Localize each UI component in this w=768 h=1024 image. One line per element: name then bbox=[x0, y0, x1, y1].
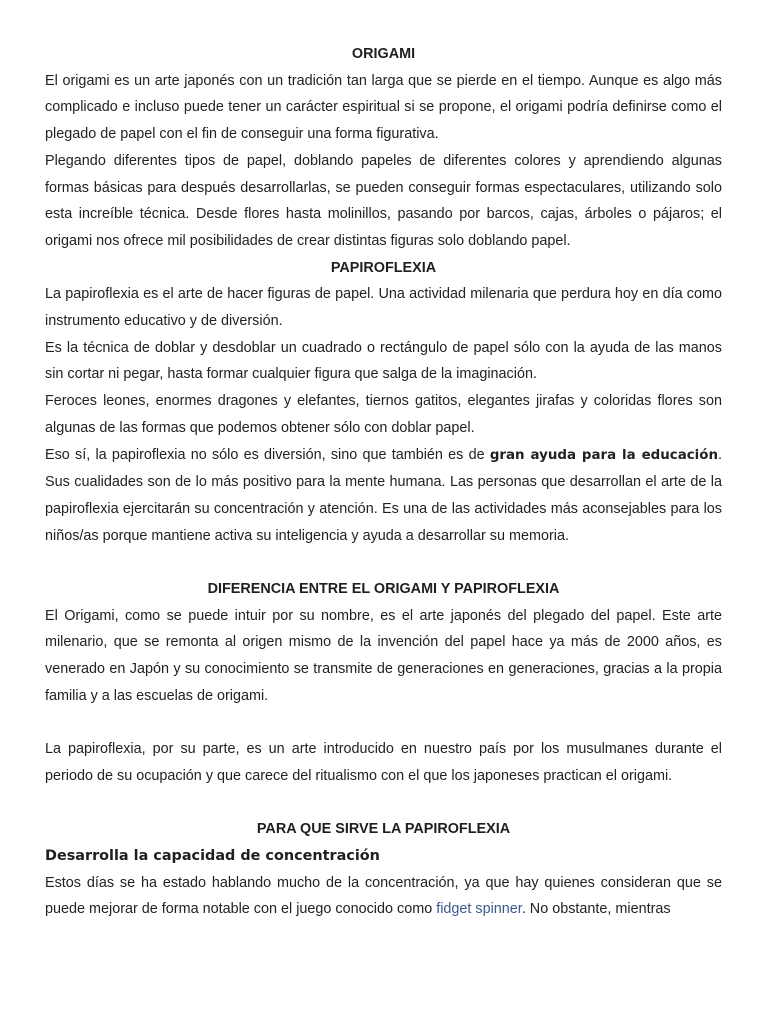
paragraph-text-end: . No obstante, mientras bbox=[521, 901, 671, 918]
para-que-paragraph-1 bbox=[45, 870, 722, 923]
papiroflexia-paragraph-4 bbox=[45, 442, 722, 550]
spacer bbox=[45, 710, 722, 737]
emphasis-education: gran ayuda para la educación bbox=[489, 447, 718, 463]
heading-diferencia: DIFERENCIA ENTRE EL ORIGAMI Y PAPIROFLEXIA bbox=[207, 581, 560, 598]
spacer bbox=[45, 549, 722, 576]
paragraph-4-text-start: Eso sí, la papiroflexia no sólo es diversión, sino que también es de bbox=[45, 446, 490, 463]
fidget-spinner-link[interactable]: fidget spinner bbox=[436, 901, 522, 918]
diferencia-paragraph-2: La papiroflexia, por su parte, es un arte introducido en nuestro país por los musulmanes durante el periodo de su ocupación y que carece del ritualismo con el que los japoneses practican el origami. bbox=[45, 741, 722, 784]
origami-paragraph-1: El origami es un arte japonés con un tradición tan larga que se pierde en el tiempo. Aunque es algo más complicado e incluso puede tener un carácter espiritual si se propone, el origami podría definirse como el plegado de papel con el fin de conseguir una forma figurativa. bbox=[45, 72, 722, 143]
paragraph-text-start: Estos días se ha estado hablando mucho de la concentración, ya que hay quienes consideran que se puede mejorar de forma notable con el juego conocido como bbox=[45, 874, 722, 918]
document-page bbox=[45, 41, 722, 923]
spacer bbox=[45, 790, 722, 817]
heading-papiroflexia: PAPIROFLEXIA bbox=[330, 259, 437, 276]
papiroflexia-paragraph-2: Es la técnica de doblar y desdoblar un cuadrado o rectángulo de papel sólo con la ayuda de las manos sin cortar ni pegar, hasta formar cualquier figura que salga de la imaginación. bbox=[45, 339, 722, 383]
heading-origami: ORIGAMI bbox=[351, 46, 416, 62]
papiroflexia-paragraph-1: La papiroflexia es el arte de hacer figuras de papel. Una actividad milenaria que perdura hoy en día como instrumento educativo y de diversión. bbox=[45, 286, 722, 330]
paragraph-4-text-end: . Sus cualidades son de lo más positivo para la mente humana. Las personas que desarrollan el arte de la papiroflexia ejercitarán su concentración y atención. Es una de las actividades más aconsejables para los niños/as porque mantiene activa su inteligencia y ayuda a desarrollar su memoria. bbox=[45, 446, 722, 544]
diferencia-paragraph-1: El Origami, como se puede intuir por su nombre, es el arte japonés del plegado del papel. Este arte milenario, que se remonta al origen mismo de la invención del papel hace ya más de 2000 años, es venerado en Japón y su conocimiento se transmite de generaciones en generaciones, gracias a la propia familia y a las escuelas de origami. bbox=[45, 607, 722, 704]
papiroflexia-paragraph-3: Feroces leones, enormes dragones y elefantes, tiernos gatitos, elegantes jirafas y coloridas flores son algunas de las formas que podemos obtener sólo con doblar papel. bbox=[45, 393, 722, 436]
subheading-concentracion: Desarrolla la capacidad de concentración bbox=[45, 848, 380, 865]
heading-para-que-sirve: PARA QUE SIRVE LA PAPIROFLEXIA bbox=[256, 821, 511, 838]
origami-paragraph-2: Plegando diferentes tipos de papel, doblando papeles de diferentes colores y aprendiendo algunas formas básicas para después desarrollarlas, se pueden conseguir formas espectaculares, utilizando solo esta increíble técnica. Desde flores hasta molinillos, pasando por barcos, cajas, árboles o pájaros; el origami nos ofrece mil posibilidades de crear distintas figuras solo doblando papel. bbox=[45, 152, 722, 249]
